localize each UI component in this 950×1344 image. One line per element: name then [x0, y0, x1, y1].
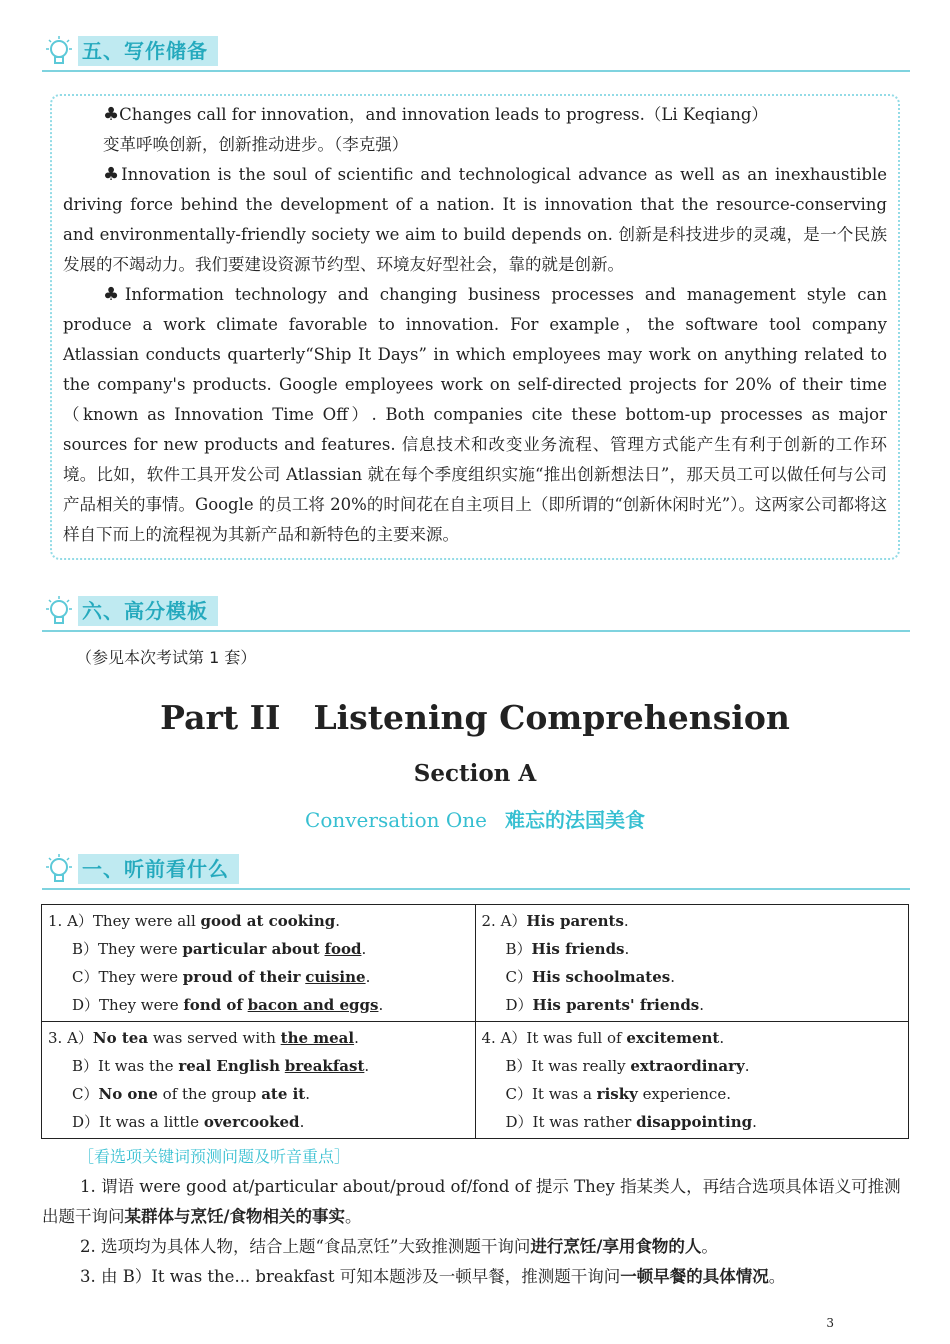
option-4a: 4. A）It was full of excitement. [481, 1029, 725, 1047]
option-1a: 1. A）They were all good at cooking. [48, 912, 341, 930]
option-3c: C）No one of the group ate it. [72, 1085, 311, 1103]
page-number: 3 [826, 1316, 834, 1330]
lightbulb-icon [42, 35, 76, 69]
conversation-title: Conversation One 难忘的法国美食 [305, 808, 645, 832]
lightbulb-icon [42, 853, 76, 887]
section-title: 五、写作储备 [78, 36, 218, 66]
reference-note: （参见本次考试第 1 套） [76, 648, 257, 667]
question-1 [42, 905, 476, 1022]
section-title: 一、听前看什么 [78, 854, 239, 884]
option-3a: 3. A）No tea was served with the meal. [48, 1029, 359, 1047]
option-3b: B）It was the real English breakfast. [72, 1057, 370, 1075]
section-a-title: Section A [413, 760, 537, 787]
quote-1-cn: 变革呼唤创新，创新推动进步。（李克强） [103, 135, 409, 154]
quote-2: ♣Innovation is the soul of scientific and technological advance as well as an inexhaustible driving force behind the development of a nation. It is innovation that the resource-conserving and environmentally-friendly society we aim to build depends on. 创新是科技进步的灵魂，是一个民族发展的不竭动力。我们要建设资源节约型、环境友好型社会，靠的就是创新。 [63, 164, 887, 274]
option-3d: D）It was a little overcooked. [72, 1113, 305, 1131]
quote-1-en: ♣Changes call for innovation，and innovation leads to progress.（Li Keqiang） [103, 104, 768, 125]
club-icon: ♣ [103, 164, 122, 185]
club-icon: ♣ [103, 284, 125, 305]
club-icon: ♣ [103, 104, 120, 125]
part-title: Part II Listening Comprehension [160, 698, 790, 737]
question-2 [475, 905, 909, 1022]
option-2a: 2. A）His parents. [481, 912, 629, 930]
explanation-2: 2. 选项均为具体人物，结合上题“食品烹饪”大致推测题干询问进行烹饪/享用食物的人。 [80, 1237, 718, 1256]
quote-3: ♣Information technology and changing business processes and management style can produce a work climate favorable to innovation. For example，the software tool company Atlassian conducts quarterly“Ship It Days” in which employees may work on anything related to the company's products. Google employees work on self-directed projects for 20% of their time（known as Innovation Time Off）. Both companies cite these bottom-up processes as major sources for new products and features. 信息技术和改变业务流程、管理方式能产生有利于创新的工作环境。比如，软件工具开发公司 Atlassian 就在每个季度组织实施“推出创新想法日”，那天员工可以做任何与公司产品相关的事情。Google 的员工将 20%的时间花在自主项目上（即所谓的“创新休闲时光”）。这两家公司都将这样自下而上的流程视为其新产品和新特色的主要来源。 [63, 284, 887, 544]
option-2c: C）His schoolmates. [505, 968, 676, 986]
option-4b: B）It was really extraordinary. [505, 1057, 750, 1075]
question-4 [475, 1022, 909, 1139]
section-header-writing [42, 34, 910, 72]
section-header-template [42, 594, 910, 632]
section-title: 六、高分模板 [78, 596, 218, 626]
option-2d: D）His parents' friends. [505, 996, 705, 1014]
explanation-1: 1. 谓语 were good at/particular about/proud of/fond of 提示 They 指某类人，再结合选项具体语义可推测出题干询问某群体与烹饪/食物相关的事实。 [42, 1177, 901, 1226]
option-1d: D）They were fond of bacon and eggs. [72, 996, 384, 1014]
option-1b: B）They were particular about food. [72, 940, 367, 958]
question-3 [42, 1022, 476, 1139]
section-header-preview [42, 852, 910, 890]
questions-table [41, 904, 909, 1139]
lightbulb-icon [42, 595, 76, 629]
hint-label: ［看选项关键词预测问题及听音重点］ [78, 1147, 351, 1166]
explanation-3: 3. 由 B）It was the... breakfast 可知本题涉及一顿早餐，推测题干询问一顿早餐的具体情况。 [80, 1267, 786, 1286]
option-4c: C）It was a risky experience. [505, 1085, 731, 1103]
option-2b: B）His friends. [505, 940, 630, 958]
option-1c: C）They were proud of their cuisine. [72, 968, 371, 986]
option-4d: D）It was rather disappointing. [505, 1113, 757, 1131]
